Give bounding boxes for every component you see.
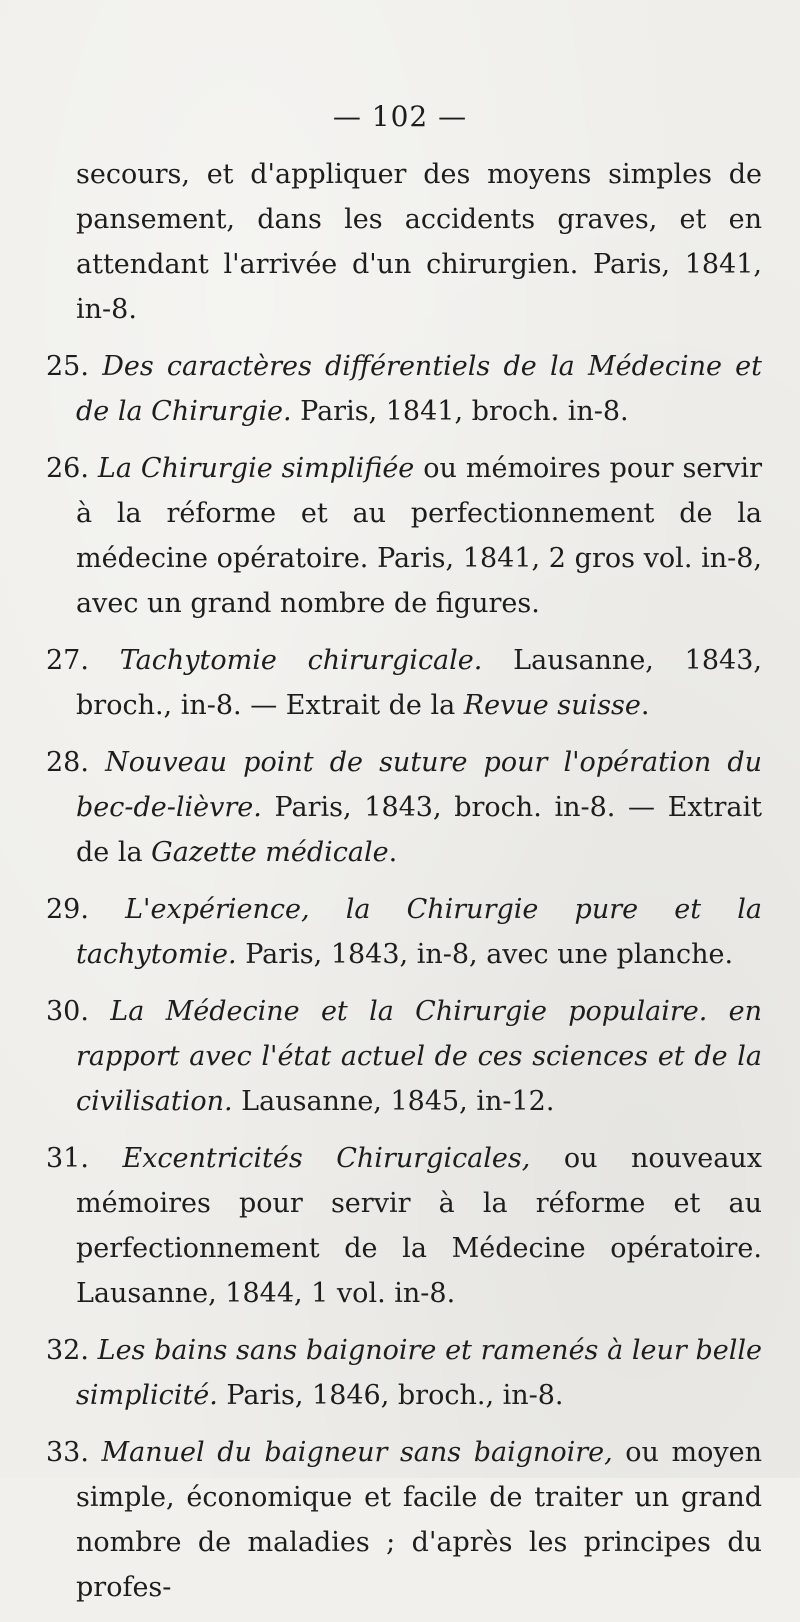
- entry-title: L'expérience, la Chirurgie pure et la tachytomie.: [76, 894, 762, 970]
- bibliography-entry-32: [46, 1328, 762, 1418]
- entry-text: ou nouveaux mémoires pour servir à la réforme et au perfectionnement de la Médecine opératoire. Lausanne, 1844, 1 vol. in-8.: [76, 1143, 762, 1309]
- bibliography-entry-30: [46, 989, 762, 1124]
- bibliography-entry-26: [46, 446, 762, 626]
- bibliography-entry-28: [46, 740, 762, 875]
- bibliography-entry-27: [46, 638, 762, 728]
- entry-title: Tachytomie chirurgicale.: [119, 645, 483, 676]
- bibliography-entry-25: [46, 344, 762, 434]
- entry-text: Paris, 1841, broch. in-8.: [291, 396, 629, 427]
- entry-number: 33.: [46, 1437, 89, 1468]
- entry-text-end: .: [640, 690, 650, 721]
- entry-text: Lausanne, 1843, broch., in-8. — Extrait de la: [76, 645, 762, 721]
- page-number: — 102 —: [332, 100, 468, 133]
- entry-number: 31.: [46, 1143, 89, 1174]
- entry-text: Paris, 1846, broch., in-8.: [217, 1380, 564, 1411]
- entry-title: Excentricités Chirurgicales,: [122, 1143, 531, 1174]
- entry-text: Lausanne, 1845, in-12.: [232, 1086, 555, 1117]
- entry-number: 25.: [46, 351, 89, 382]
- entry-text: ou mémoires pour servir à la réforme et au perfectionnement de la médecine opératoire. Paris, 1841, 2 gros vol. in-8, avec un grand nombre de figures.: [76, 453, 762, 619]
- entry-number: 26.: [46, 453, 89, 484]
- bibliography-entry-33: [46, 1430, 762, 1610]
- journal-title: Revue suisse: [463, 690, 641, 721]
- bibliography-entry-31: [46, 1136, 762, 1316]
- bibliography-list: [46, 152, 762, 1622]
- entry-text: Paris, 1843, in-8, avec une planche.: [236, 939, 734, 970]
- entry-text: secours, et d'appliquer des moyens simples de pansement, dans les accidents graves, et en attendant l'arrivée d'un chirurgien. Paris, 1841, in-8.: [76, 159, 762, 325]
- entry-number: 30.: [46, 996, 89, 1027]
- bibliography-entry-continued: [46, 152, 762, 332]
- entry-title: La Chirurgie simplifiée: [97, 453, 415, 484]
- entry-number: 29.: [46, 894, 89, 925]
- entry-title: La Médecine et la Chirurgie populaire. en rapport avec l'état actuel de ces sciences et de la civilisation.: [76, 996, 762, 1117]
- entry-title: Des caractères différentiels de la Médecine et de la Chirurgie.: [76, 351, 762, 427]
- bibliography-entry-29: [46, 887, 762, 977]
- entry-text: ou moyen simple, économique et facile de traiter un grand nombre de maladies ; d'après les principes du profes-: [76, 1437, 762, 1603]
- entry-text-end: .: [388, 837, 398, 868]
- journal-title: Gazette médicale: [151, 837, 389, 868]
- entry-title: Nouveau point de suture pour l'opération du bec-de-lièvre.: [76, 747, 762, 823]
- entry-number: 28.: [46, 747, 89, 778]
- entry-title: Les bains sans baignoire et ramenés à leur belle simplicité.: [76, 1335, 762, 1411]
- entry-text: Paris, 1843, broch. in-8. — Extrait de la: [76, 792, 762, 868]
- entry-title: Manuel du baigneur sans baignoire,: [101, 1437, 613, 1468]
- entry-number: 32.: [46, 1335, 89, 1366]
- entry-number: 27.: [46, 645, 89, 676]
